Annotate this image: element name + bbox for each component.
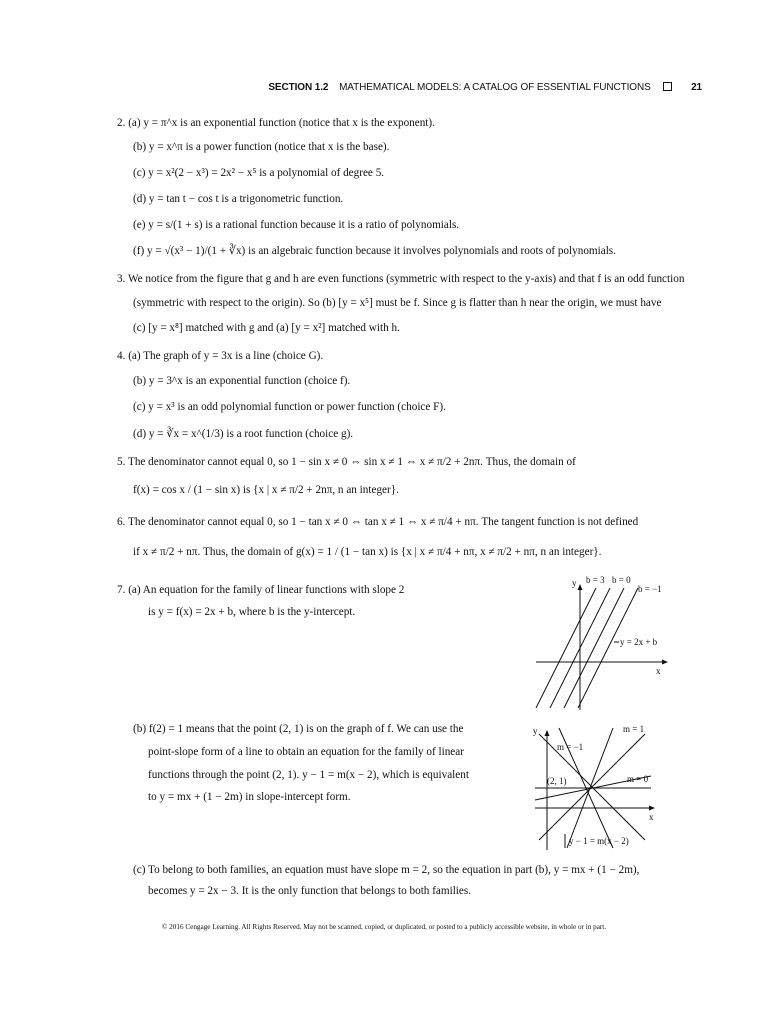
problem-2-b: (b) y = x^π is a power function (notice that x is the base). [133, 141, 390, 153]
label-m-0: m = 0 [627, 774, 649, 784]
label-b-3: b = 3 [586, 575, 605, 585]
label-b-neg1: b = −1 [638, 584, 662, 594]
problem-4-c: (c) y = x³ is an odd polynomial function or power function (choice F). [133, 401, 446, 413]
x-axis-label: x [656, 666, 661, 676]
copyright-footer: © 2016 Cengage Learning. All Rights Reserved. May not be scanned, copied, or duplicated, or posted to a publicly accessible website, in whole or in part. [161, 923, 607, 931]
figure-point-family [527, 722, 687, 852]
problem-6-line-1: 6. The denominator cannot equal 0, so 1 − tan x ≠ 0 ⇔ tan x ≠ 1 ⇔ x ≠ π/4 + nπ. The tangent function is not defined [117, 516, 639, 528]
label-equation: y − 1 = m(x − 2) [569, 836, 629, 846]
y-axis-label: y [533, 726, 538, 736]
page-number: 21 [691, 82, 702, 93]
problem-2-d: (d) y = tan t − cos t is a trigonometric function. [133, 193, 344, 205]
problem-7-b-line-1: (b) f(2) = 1 means that the point (2, 1) is on the graph of f. We can use the [133, 723, 464, 735]
problem-3-line-1: 3. We notice from the figure that g and h are even functions (symmetric with respect to the y-axis) and that f is an odd function [117, 273, 685, 285]
problem-7-b-line-4: to y = mx + (1 − 2m) in slope-intercept form. [148, 791, 351, 803]
problem-7-c-line-2: becomes y = 2x − 3. It is the only function that belongs to both families. [148, 885, 472, 897]
label-m-neg1: m = −1 [557, 742, 584, 752]
problem-5-line-1: 5. The denominator cannot equal 0, so 1 − sin x ≠ 0 ⇔ sin x ≠ 1 ⇔ x ≠ π/2 + 2nπ. Thus, the domain of [117, 456, 576, 468]
x-axis-arrow [662, 660, 668, 665]
problem-7-c-line-1: (c) To belong to both families, an equation must have slope m = 2, so the equation in part (b), y = mx + (1 − 2m), [133, 864, 640, 876]
label-equation: y = 2x + b [620, 637, 658, 647]
problem-2-f: (f) y = √(x³ − 1)/(1 + ∛x) is an algebraic function because it involves polynomials and roots of polynomials. [133, 245, 616, 257]
y-axis-arrow [545, 730, 550, 736]
problem-7-a-line-1: 7. (a) An equation for the family of linear functions with slope 2 [117, 584, 405, 596]
y-axis-arrow [578, 584, 583, 590]
square-icon [663, 82, 672, 91]
section-label: SECTION 1.2 [268, 82, 329, 93]
problem-3-line-2: (symmetric with respect to the origin). So (b) [y = x⁵] must be f. Since g is flatter than h near the origin, we must have [133, 297, 662, 309]
problem-7-b-line-3: functions through the point (2, 1). y − 1 = m(x − 2), which is equivalent [148, 769, 469, 781]
x-axis-arrow [649, 806, 655, 811]
y-axis-label: y [572, 578, 577, 588]
problem-7-b-line-2: point-slope form of a line to obtain an equation for the family of linear [148, 746, 464, 758]
problem-2-c: (c) y = x²(2 − x³) = 2x² − x⁵ is a polynomial of degree 5. [133, 167, 385, 179]
problem-6-line-2: if x ≠ π/2 + nπ. Thus, the domain of g(x) = 1 / (1 − tan x) is {x | x ≠ π/4 + nπ, x ≠ π/2 + nπ, n an integer}. [133, 546, 602, 558]
problem-3-line-3: (c) [y = x⁸] matched with g and (a) [y = x²] matched with h. [133, 322, 400, 334]
problem-7-a-line-2: is y = f(x) = 2x + b, where b is the y-intercept. [148, 606, 356, 618]
label-point: (2, 1) [547, 776, 567, 786]
problem-4-b: (b) y = 3^x is an exponential function (choice f). [133, 375, 351, 387]
section-title: MATHEMATICAL MODELS: A CATALOG OF ESSENTIAL FUNCTIONS [339, 82, 651, 93]
x-axis-label: x [649, 812, 654, 822]
running-header [268, 82, 702, 93]
problem-2-a: 2. (a) y = π^x is an exponential function (notice that x is the exponent). [117, 117, 435, 129]
problem-2-e: (e) y = s/(1 + s) is a rational function because it is a ratio of polynomials. [133, 219, 460, 231]
line-b-neg1 [564, 588, 624, 708]
problem-4-a: 4. (a) The graph of y = 3x is a line (choice G). [117, 350, 324, 362]
figure-slope-2-family [528, 574, 688, 714]
problem-5-line-2: f(x) = cos x / (1 − sin x) is {x | x ≠ π/2 + 2nπ, n an integer}. [133, 484, 399, 496]
problem-4-d: (d) y = ∛x = x^(1/3) is a root function (choice g). [133, 428, 354, 440]
label-m-1: m = 1 [623, 724, 645, 734]
label-b-0: b = 0 [612, 575, 631, 585]
